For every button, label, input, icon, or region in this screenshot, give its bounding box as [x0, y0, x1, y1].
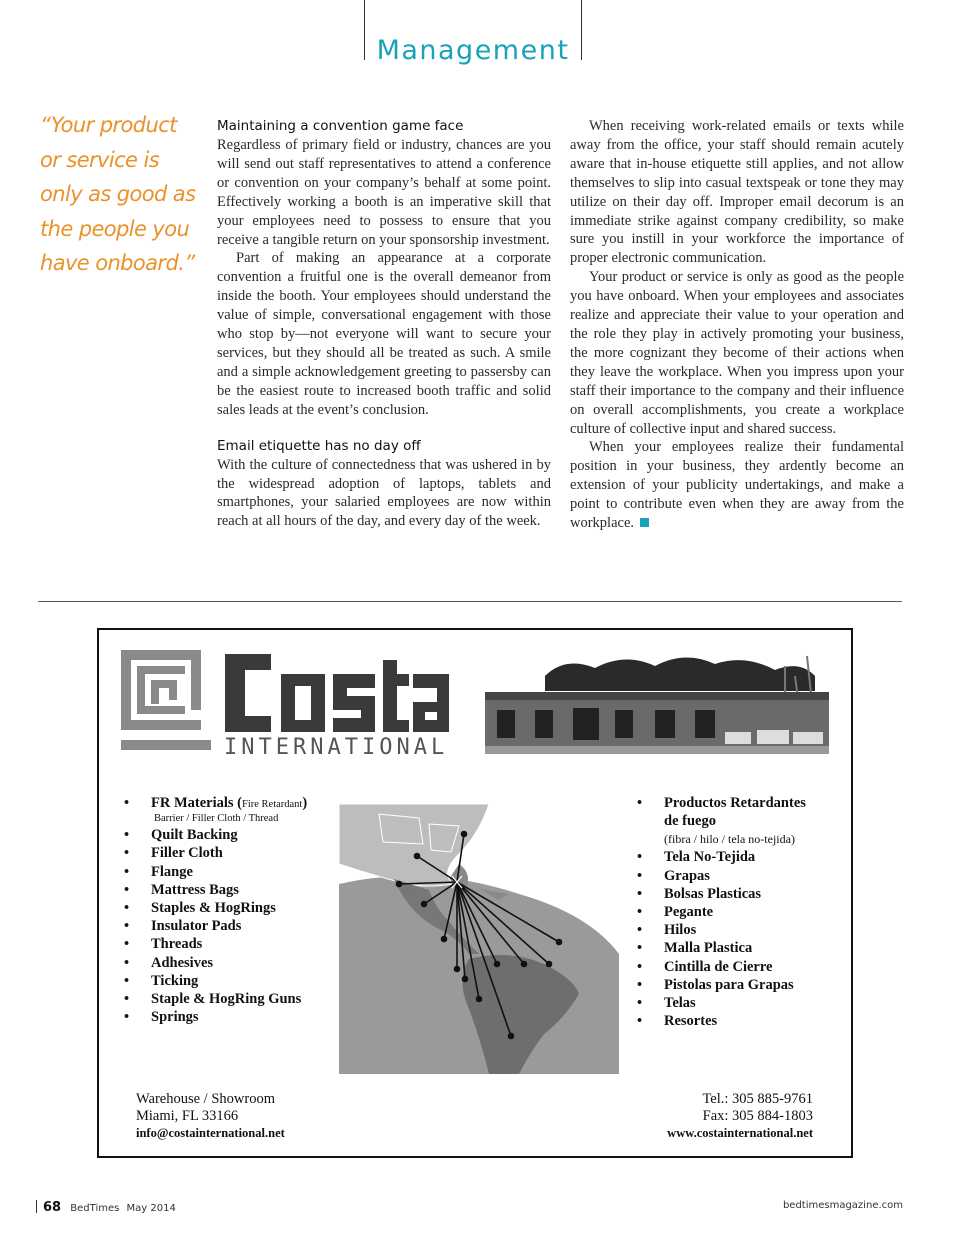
email-link[interactable]: info@costainternational.net — [136, 1126, 285, 1140]
pull-quote-line: or service is — [40, 147, 160, 172]
list-item: • Insulator Pads — [124, 917, 307, 935]
list-item: • Hilos — [637, 921, 824, 939]
paragraph: Part of making an appearance at a corporate convention a fruitful one is the overall demeanor from inside the booth. Your employees should understand the value of simple, conversational engagement with those who stop by—not everyone will want to secure your services, but they should all be treated as such. A smile and a simple acknowledgement greeting to passersby can be the easiest route to increased booth traffic and solid sales leads at the event’s conclusion. — [217, 250, 551, 418]
end-mark-icon — [640, 518, 649, 527]
list-item: • Ticking — [124, 972, 307, 990]
footer-bar — [36, 1200, 37, 1213]
paragraph: With the culture of connectedness that was ushered in by the widespread adoption of laptops, tablets and smartphones, your salaried employees are now within reach at all hours of the day, and every day of the week. — [217, 456, 551, 530]
list-item: • Adhesives — [124, 954, 307, 972]
phone-number: Tel.: 305 885-9761 — [702, 1091, 813, 1107]
paragraph: Regardless of primary field or industry, chances are you will send out staff representatives to attend a conference or convention on your company’s behalf at some point. Effectively working a booth is an imperative skill that your employees need to possess to ensure that you receive a tangible return on your sponsorship investment. — [217, 137, 551, 248]
list-item: • Grapas — [637, 867, 824, 885]
address-line: Miami, FL 33166 — [136, 1108, 239, 1124]
advertisement[interactable] — [97, 628, 853, 1158]
list-item: • Quilt Backing — [124, 826, 307, 844]
list-item: • Staples & HogRings — [124, 899, 307, 917]
list-item: • Threads — [124, 935, 307, 953]
pull-quote-line: have onboard.” — [40, 251, 195, 275]
article-column-1 — [217, 117, 551, 531]
website-link[interactable]: www.costainternational.net — [667, 1126, 813, 1140]
page-number: 68 — [43, 1200, 62, 1215]
fax-number: Fax: 305 884-1803 — [702, 1108, 813, 1124]
product-list-english — [124, 794, 307, 1026]
pull-quote — [40, 108, 210, 281]
costa-logo — [121, 650, 451, 758]
footer-left — [36, 1200, 176, 1215]
americas-map — [339, 804, 619, 1074]
list-item: • Malla Plastica — [637, 939, 824, 957]
list-item: • Productos Retardantes de fuego (fibra / hilo / tela no-tejida) — [637, 794, 824, 848]
section-header — [364, 0, 582, 66]
pull-quote-line: the people you — [40, 216, 190, 241]
paragraph-final — [570, 438, 904, 533]
list-item: • Staple & HogRing Guns — [124, 990, 307, 1008]
list-item: • Tela No-Tejida — [637, 848, 824, 866]
logo-subtitle: INTERNATIONAL — [224, 735, 449, 758]
footer-website[interactable]: bedtimesmagazine.com — [782, 1200, 903, 1211]
list-item: • Mattress Bags — [124, 881, 307, 899]
section-title: Management — [376, 35, 570, 66]
list-item-detail: Barrier / Filler Cloth / Thread — [154, 813, 279, 825]
list-item-detail: (fibra / hilo / tela no-tejida) — [664, 832, 795, 847]
list-item: • Resortes — [637, 1012, 824, 1030]
list-item: • Bolsas Plasticas — [637, 885, 824, 903]
list-item: • Flange — [124, 863, 307, 881]
paragraph-text: When your employees realize their fundamental position in your business, they ardently become an extension of your publicity undertakings, and make a point to contribute even when they are away from the workplace. — [570, 439, 904, 532]
warehouse-photo — [485, 646, 829, 754]
subheading-email: Email etiquette has no day off — [217, 437, 421, 454]
paragraph: Your product or service is only as good as the people you have onboard. When your employees and associates realize and appreciate their value to your operation and the role they play in actively promoting your business, the more cognizant they become of their actions when they leave the workplace. When you impress upon your staff their importance to the company and their influence on overall accomplishments, you create a workplace culture of collective input and shared success. — [570, 269, 904, 437]
magazine-name: BedTimes — [70, 1203, 120, 1214]
pull-quote-line: only as good as — [40, 182, 196, 206]
list-item: • Filler Cloth — [124, 844, 307, 862]
list-item: • FR Materials (Fire Retardant) Barrier / Filler Cloth / Thread — [124, 794, 307, 826]
phone-block — [667, 1091, 813, 1142]
list-item: • Pegante — [637, 903, 824, 921]
subheading-convention: Maintaining a convention game face — [217, 118, 464, 134]
article-column-2 — [570, 117, 904, 533]
list-item: • Springs — [124, 1008, 307, 1026]
product-list-spanish — [637, 794, 824, 1030]
list-item: • Telas — [637, 994, 824, 1012]
divider — [38, 601, 902, 602]
list-item: • Cintilla de Cierre — [637, 958, 824, 976]
paragraph: When receiving work-related emails or texts while away from the office, your staff should remain acutely aware that in-house etiquette still applies, and not allow themselves to slip into casual textspeak or tone they may utilize on their day off. Improper email decorum is an immediate strike against company credibility, so make sure you instill in your workforce the importance of proper electronic communication. — [570, 118, 904, 267]
address-block — [136, 1091, 285, 1142]
pull-quote-line: “Your product — [40, 113, 177, 137]
issue-date: May 2014 — [126, 1203, 176, 1214]
address-line: Warehouse / Showroom — [136, 1091, 275, 1107]
list-item: • Pistolas para Grapas — [637, 976, 824, 994]
